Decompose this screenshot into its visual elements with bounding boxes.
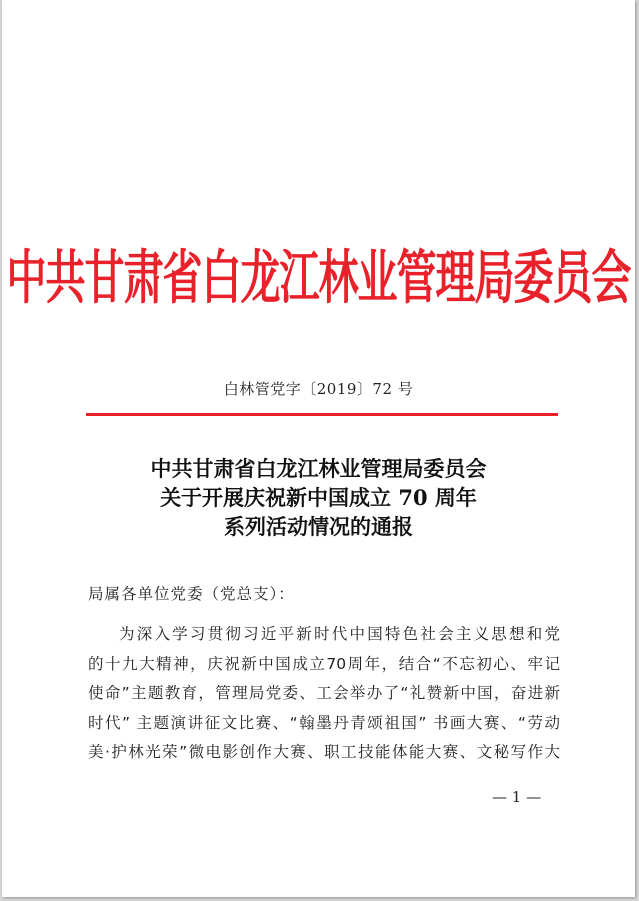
document-number: 白林管党字〔2019〕72 号 xyxy=(223,380,414,398)
salutation: 局属各单位党委（党总支）： xyxy=(88,585,295,603)
document-title xyxy=(2,454,635,541)
org-red-header: 中共甘肃省白龙江林业管理局委员会 xyxy=(6,243,631,312)
page-number: — 1 — xyxy=(492,788,542,806)
title-line: 关于开展庆祝新中国成立 70 周年 xyxy=(160,485,477,510)
title-line: 系列活动情况的通报 xyxy=(224,514,413,539)
red-divider-line xyxy=(86,413,558,416)
body-line: 使命”主题教育，管理局党委、工会举办了“礼赞新中国，奋进新 xyxy=(88,684,560,702)
body-line: 美·护林光荣”微电影创作大赛、职工技能体能大赛、文秘写作大 xyxy=(88,743,560,761)
document-page xyxy=(2,0,635,897)
body-line: 为深入学习贯彻习近平新时代中国特色社会主义思想和党 xyxy=(119,625,560,643)
body-line: 的十九大精神，庆祝新中国成立70周年，结合“不忘初心、牢记 xyxy=(88,654,560,673)
body-paragraph xyxy=(88,620,560,768)
body-line: 时代” 主题演讲征文比赛、“翰墨丹青颂祖国” 书画大赛、“劳动 xyxy=(88,713,560,732)
title-line: 中共甘肃省白龙江林业管理局委员会 xyxy=(150,456,487,481)
